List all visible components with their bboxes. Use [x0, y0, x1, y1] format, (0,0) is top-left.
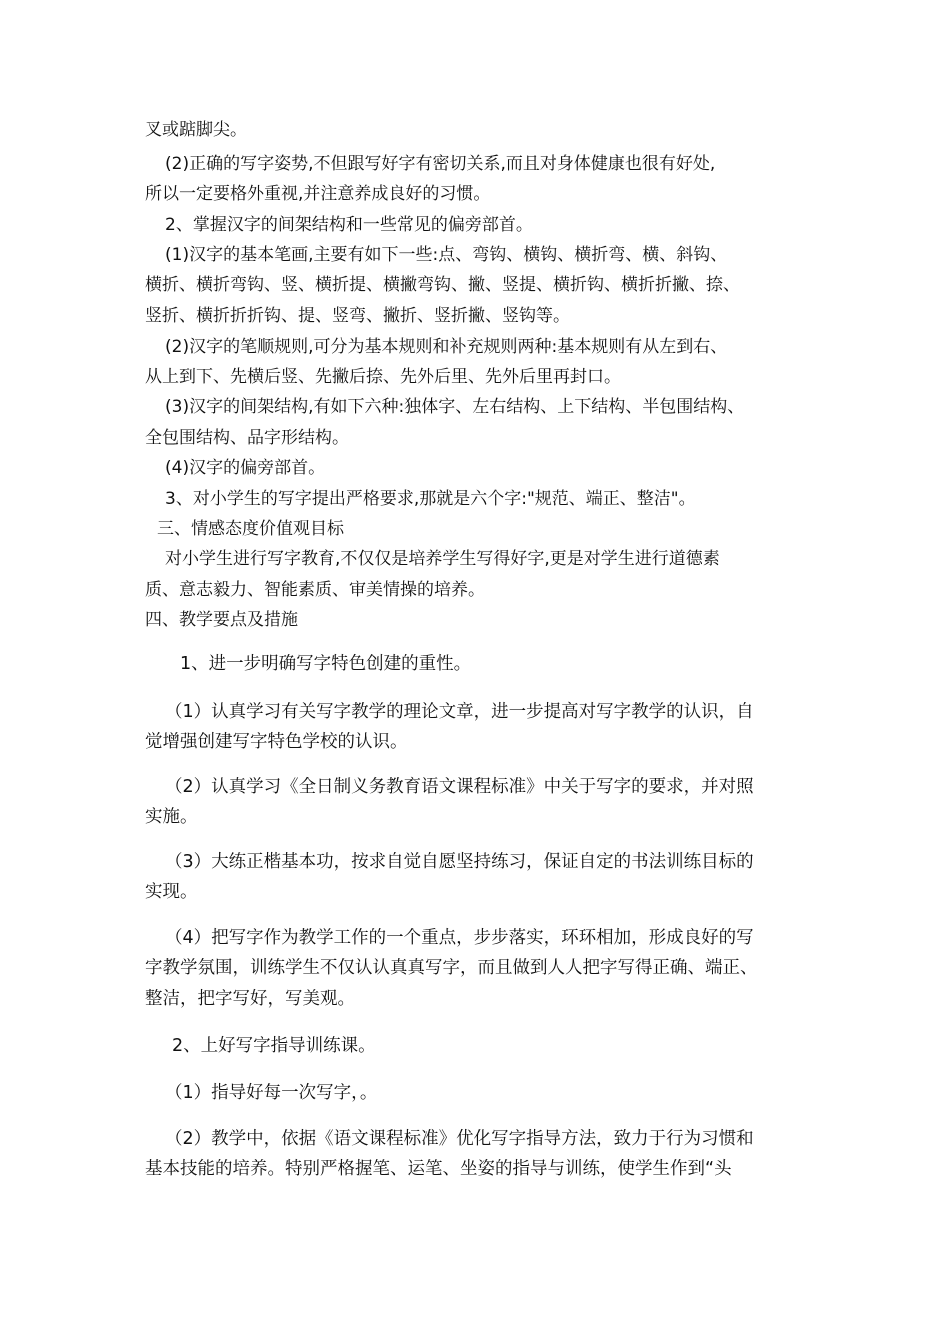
text-line: 对小学生进行写字教育,不仅仅是培养学生写得好字,更是对学生进行道德素 [165, 549, 720, 569]
text-line: （2）认真学习《全日制义务教育语文课程标准》中关于写字的要求，并对照 [165, 777, 754, 797]
text-line: 从上到下、先横后竖、先撇后捺、先外后里、先外后里再封口。 [145, 367, 621, 387]
text-line: 基本技能的培养。特别严格握笔、运笔、坐姿的指导与训练，使学生作到“头 [145, 1159, 732, 1179]
text-line: 1、进一步明确写字特色创建的重性。 [180, 654, 472, 674]
section-heading: 四、教学要点及措施 [145, 610, 298, 630]
text-line: （1）指导好每一次写字，。 [165, 1083, 378, 1103]
text-line: （3）大练正楷基本功，按求自觉自愿坚持练习，保证自定的书法训练目标的 [165, 852, 754, 872]
text-line: 整洁，把字写好，写美观。 [145, 989, 355, 1009]
text-line: (2)汉字的笔顺规则,可分为基本规则和补充规则两种:基本规则有从左到右、 [165, 337, 728, 357]
text-line: 觉增强创建写字特色学校的认识。 [145, 732, 408, 752]
text-line: 竖折、横折折折钩、提、竖弯、撇折、竖折撇、竖钩等。 [145, 306, 570, 326]
text-line: 叉或踮脚尖。 [145, 120, 247, 140]
text-line: 全包围结构、品字形结构。 [145, 428, 349, 448]
text-line: (1)汉字的基本笔画,主要有如下一些:点、弯钩、横钩、横折弯、横、斜钩、 [165, 245, 728, 265]
text-line: 实施。 [145, 807, 198, 827]
text-line: （1）认真学习有关写字教学的理论文章，进一步提高对写字教学的认识，自 [165, 702, 754, 722]
text-line: （2）教学中，依据《语文课程标准》优化写字指导方法，致力于行为习惯和 [165, 1129, 754, 1149]
text-line: (3)汉字的间架结构,有如下六种:独体字、左右结构、上下结构、半包围结构、 [165, 397, 745, 417]
text-line: 横折、横折弯钩、竖、横折提、横撇弯钩、撇、竖提、横折钩、横折折撇、捺、 [145, 275, 740, 295]
section-heading: 三、情感态度价值观目标 [157, 519, 344, 539]
text-line: (4)汉字的偏旁部首。 [165, 458, 326, 478]
text-line: 字教学氛围，训练学生不仅认认真真写字，而且做到人人把字写得正确、端正、 [145, 958, 758, 978]
text-line: 2、掌握汉字的间架结构和一些常见的偏旁部首。 [165, 215, 533, 235]
text-line: 2、上好写字指导训练课。 [172, 1036, 376, 1056]
text-line: (2)正确的写字姿势,不但跟写好字有密切关系,而且对身体健康也很有好处, [165, 154, 716, 174]
text-line: （4）把写字作为教学工作的一个重点，步步落实，环环相加，形成良好的写 [165, 928, 754, 948]
text-line: 质、意志毅力、智能素质、审美情操的培养。 [145, 580, 485, 600]
text-line: 实现。 [145, 882, 198, 902]
text-line: 所以一定要格外重视,并注意养成良好的习惯。 [145, 184, 491, 204]
text-line: 3、对小学生的写字提出严格要求,那就是六个字:"规范、端正、整洁"。 [165, 489, 696, 509]
